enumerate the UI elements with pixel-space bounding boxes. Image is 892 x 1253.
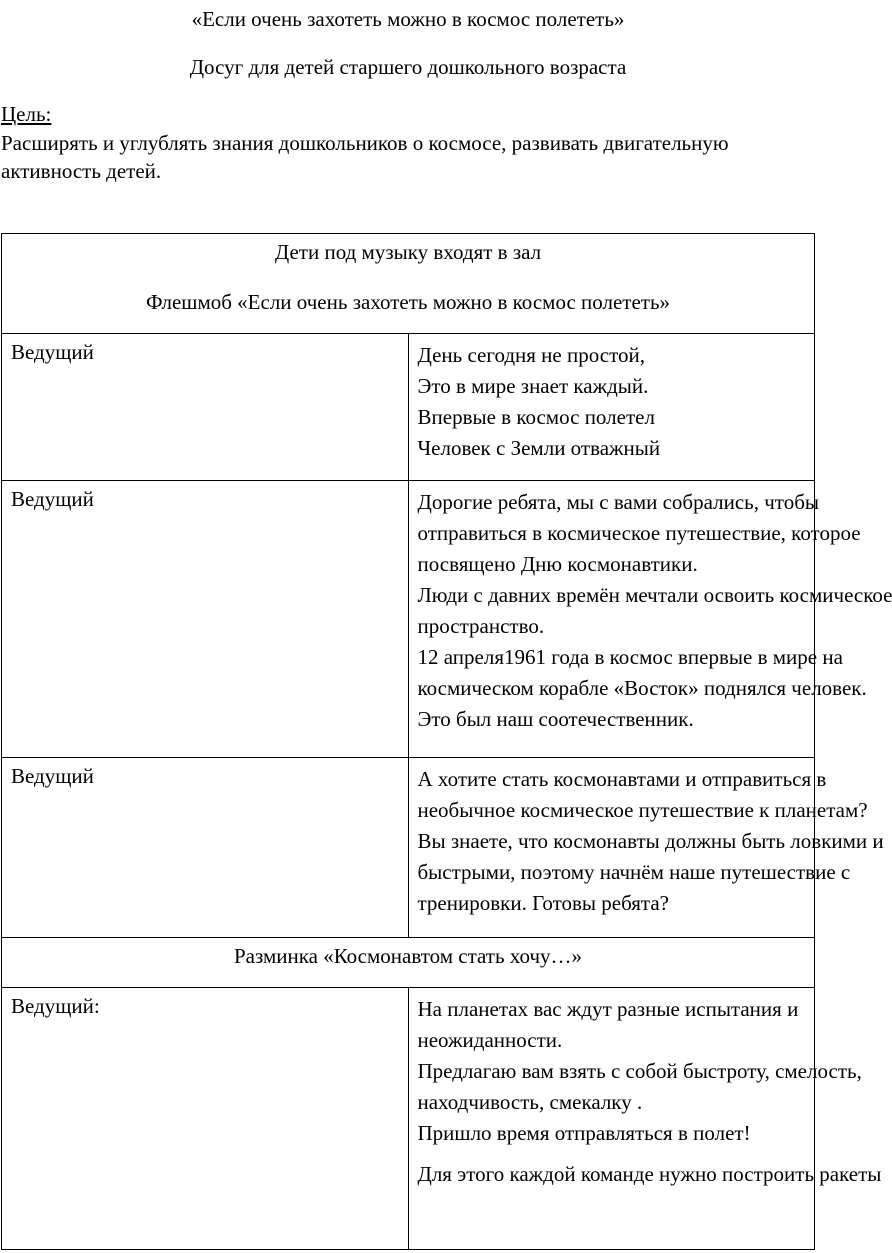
intro-row <box>2 234 815 334</box>
speech-line: Дорогие ребята, мы с вами собрались, чтобы <box>417 490 819 514</box>
speaker-label: Ведущий <box>11 487 94 511</box>
goal-label: Цель: <box>1 102 52 126</box>
document-title: «Если очень захотеть можно в космос полететь» <box>191 7 625 31</box>
intro-line-1: Дети под музыку входят в зал <box>274 240 542 264</box>
speech-line: На планетах вас ждут разные испытания и <box>417 997 799 1021</box>
speech-line: Люди с давних времён мечтали освоить космическое <box>417 583 892 607</box>
table-row <box>2 758 815 938</box>
warmup-row <box>2 938 815 988</box>
speech-line: Для этого каждой команде нужно построить ракеты <box>417 1162 882 1186</box>
speech-line: Впервые в космос полетел <box>417 405 655 429</box>
document-subtitle: Досуг для детей старшего дошкольного возраста <box>189 55 627 79</box>
speech-cell <box>408 988 882 1250</box>
intro-cell <box>2 234 815 334</box>
warmup-title: Разминка «Космонавтом стать хочу…» <box>233 944 583 968</box>
speech-line: Это в мире знает каждый. <box>417 374 649 398</box>
speech-line: Это был наш соотечественник. <box>417 707 694 731</box>
speech-line: космическом корабле «Восток» поднялся человек. <box>417 676 867 700</box>
speech-line: Пришло время отправляться в полет! <box>417 1121 751 1145</box>
warmup-cell <box>2 938 815 988</box>
speech-line: тренировки. Готовы ребята? <box>417 891 669 915</box>
speech-line: 12 апреля1961 года в космос впервые в мире на <box>417 645 843 669</box>
speech-line: Вы знаете, что космонавты должны быть ловкими и <box>417 829 884 853</box>
speaker-cell <box>2 334 409 481</box>
intro-line-2: Флешмоб «Если очень захотеть можно в космос полететь» <box>145 290 671 314</box>
speech-line: необычное космическое путешествие к планетам? <box>417 798 868 822</box>
speech-line: День сегодня не простой, <box>417 343 645 367</box>
script-table <box>1 233 892 1250</box>
speaker-cell <box>2 758 409 938</box>
speech-line: посвящено Дню космонавтики. <box>417 552 698 576</box>
speech-cell <box>408 334 815 481</box>
speaker-label: Ведущий <box>11 340 94 364</box>
goal-text: Расширять и углублять знания дошкольников о космосе, развивать двигательную активность детей. <box>1 131 729 183</box>
speaker-label: Ведущий <box>11 764 94 788</box>
table-row <box>2 334 815 481</box>
speech-line: отправиться в космическое путешествие, которое <box>417 521 861 545</box>
speech-line: находчивость, смекалку . <box>417 1090 643 1114</box>
speech-line: быстрыми, поэтому начнём наше путешествие с <box>417 860 851 884</box>
speech-line: Человек с Земли отважный <box>417 436 661 460</box>
speech-line: неожиданности. <box>417 1028 563 1052</box>
speaker-cell <box>2 481 409 758</box>
speech-line: Предлагаю вам взять с собой быстроту, смелость, <box>417 1059 862 1083</box>
speech-line: пространство. <box>417 614 545 638</box>
speech-cell <box>408 481 892 758</box>
speech-line: А хотите стать космонавтами и отправиться в <box>417 767 827 791</box>
speaker-label: Ведущий: <box>11 994 100 1018</box>
table-row <box>2 988 815 1250</box>
speaker-cell <box>2 988 409 1250</box>
speech-cell <box>408 758 884 938</box>
table-row <box>2 481 815 758</box>
